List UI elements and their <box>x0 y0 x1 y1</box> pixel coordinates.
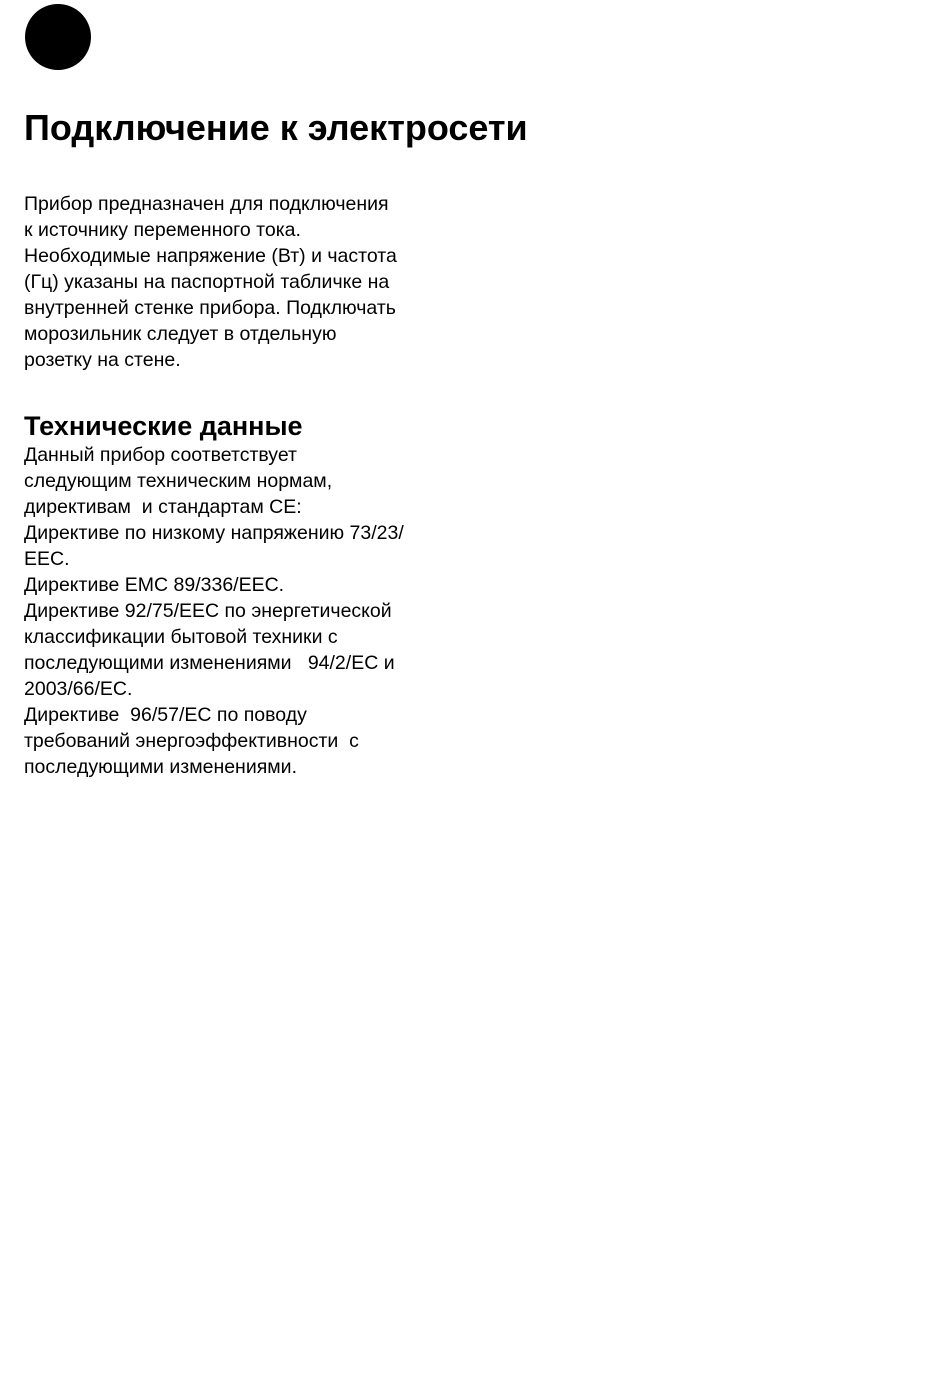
intro-line: розетку на стене. <box>24 349 181 371</box>
page-marker-circle <box>25 4 91 70</box>
spec-line: требований энергоэффективности с <box>24 730 359 752</box>
spec-line: последующими изменениями 94/2/EC и <box>24 652 395 674</box>
intro-line: к источнику переменного тока. <box>24 219 301 241</box>
intro-line: внутренней стенке прибора. Подключать <box>24 297 396 319</box>
technical-data-paragraph <box>24 442 404 780</box>
spec-line: последующими изменениями. <box>24 756 297 778</box>
spec-line: Директиве по низкому напряжению 73/23/ <box>24 522 404 544</box>
page-title: Подключение к электросети <box>24 107 528 148</box>
spec-line: Директиве 92/75/EEC по энергетической <box>24 600 392 622</box>
spec-line: Директиве 96/57/EC по поводу <box>24 704 307 726</box>
intro-line: морозильник следует в отдельную <box>24 323 337 345</box>
spec-line: директивам и стандартам CE: <box>24 496 302 518</box>
intro-line: Прибор предназначен для подключения <box>24 193 389 215</box>
spec-line: классификации бытовой техники с <box>24 626 338 648</box>
spec-line: 2003/66/EC. <box>24 678 133 700</box>
intro-line: Необходимые напряжение (Вт) и частота <box>24 245 397 267</box>
intro-line: (Гц) указаны на паспортной табличке на <box>24 271 390 293</box>
spec-line: следующим техническим нормам, <box>24 470 333 492</box>
intro-paragraph <box>24 191 397 373</box>
spec-line: Данный прибор соответствует <box>24 444 297 466</box>
spec-line: EEC. <box>24 548 70 570</box>
section-title-technical-data: Технические данные <box>24 411 303 441</box>
spec-line: Директиве EMC 89/336/EEC. <box>24 574 285 596</box>
